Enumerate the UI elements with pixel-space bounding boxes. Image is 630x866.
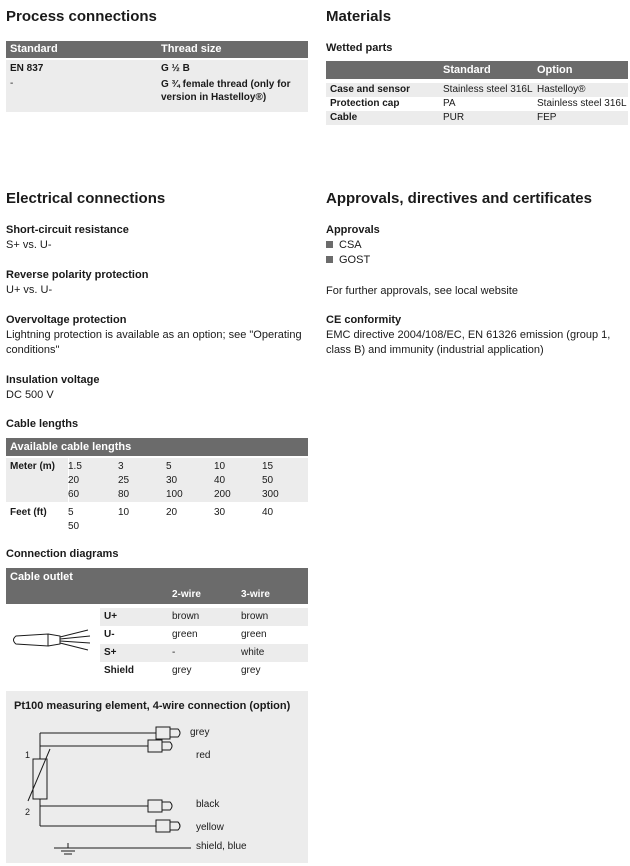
materials-row-part: Case and sensor (330, 84, 411, 95)
feet-cell: 5 (68, 507, 74, 518)
pt100-wire-label: red (196, 750, 211, 761)
cable-icon (8, 626, 100, 656)
feet-cell: 10 (118, 507, 130, 518)
process-row-standard: - (10, 78, 14, 89)
meter-cell: 80 (118, 489, 130, 500)
pt100-wire-label: black (196, 799, 220, 810)
materials-header-standard: Standard (443, 64, 491, 76)
feet-cell: 50 (68, 521, 80, 532)
short-circuit-value: S+ vs. U- (6, 239, 52, 251)
feet-cell: 40 (262, 507, 274, 518)
cable-outlet-2wire: brown (172, 611, 200, 622)
materials-title: Materials (326, 8, 392, 25)
meter-cell: 15 (262, 461, 274, 472)
meter-label: Meter (m) (10, 461, 56, 472)
cable-outlet-3wire: white (241, 647, 265, 658)
further-approvals-text: For further approvals, see local website (326, 285, 518, 297)
meter-cell: 1.5 (68, 461, 82, 472)
feet-cell: 20 (166, 507, 178, 518)
process-connections-title: Process connections (6, 8, 157, 25)
cable-outlet-2wire: grey (172, 665, 192, 676)
cable-outlet-col-3wire: 3-wire (241, 589, 270, 600)
materials-row-option: FEP (537, 112, 557, 123)
electrical-connections-title: Electrical connections (6, 190, 166, 207)
overvoltage-label: Overvoltage protection (6, 314, 127, 326)
meter-cell: 50 (262, 475, 274, 486)
reverse-polarity-value: U+ vs. U- (6, 284, 53, 296)
approvals-title: Approvals, directives and certificates (326, 190, 592, 207)
cable-lengths-header: Available cable lengths (6, 438, 308, 456)
meter-cell: 20 (68, 475, 80, 486)
meter-cell: 300 (262, 489, 279, 500)
materials-row-option: Hastelloy® (537, 84, 586, 95)
meter-cell: 10 (214, 461, 226, 472)
cable-outlet-3wire: brown (241, 611, 269, 622)
insulation-label: Insulation voltage (6, 374, 100, 386)
cable-outlet-row (100, 626, 308, 644)
meter-cell: 5 (166, 461, 172, 472)
materials-header-option: Option (537, 64, 573, 76)
cable-outlet-col-2wire: 2-wire (172, 589, 201, 600)
cable-outlet-2wire: green (172, 629, 198, 640)
pt100-wire-label: shield, blue (196, 841, 247, 852)
feet-label: Feet (ft) (10, 507, 47, 518)
cable-lengths-label: Cable lengths (6, 418, 79, 430)
ce-conformity-label: CE conformity (326, 314, 402, 326)
overvoltage-value: Lightning protection is available as an option; see "Operating conditions" (6, 329, 302, 356)
cable-outlet-signal: U+ (104, 611, 118, 622)
cable-outlet-header: Cable outlet (10, 571, 73, 583)
insulation-value: DC 500 V (6, 389, 54, 401)
meter-cell: 30 (166, 475, 178, 486)
pt100-pin-2: 2 (25, 807, 31, 817)
cable-outlet-signal: S+ (104, 647, 117, 658)
meter-cell: 40 (214, 475, 226, 486)
connection-diagrams-label: Connection diagrams (6, 548, 119, 560)
materials-table (326, 61, 628, 125)
cable-outlet-2wire: - (172, 647, 176, 658)
cable-lengths-table (6, 438, 308, 532)
pt100-wiring-icon (6, 691, 308, 863)
cable-outlet-row (100, 644, 308, 662)
meter-cell: 3 (118, 461, 124, 472)
meter-cell: 100 (166, 489, 183, 500)
process-header-thread: Thread size (161, 43, 222, 55)
materials-row-option: Stainless steel 316L (537, 98, 627, 109)
process-row-thread: G ½ B (161, 63, 190, 74)
process-connections-table (6, 41, 308, 112)
reverse-polarity-label: Reverse polarity protection (6, 269, 149, 281)
bullet-icon (326, 256, 333, 263)
materials-row-standard: Stainless steel 316L (443, 84, 533, 95)
materials-row-part: Protection cap (330, 98, 400, 109)
approval-item: CSA (326, 238, 362, 253)
cable-outlet-row (100, 608, 308, 626)
ce-conformity-text: EMC directive 2004/108/EC, EN 61326 emission (group 1, class B) and immunity (industrial application) (326, 329, 611, 356)
materials-row-standard: PUR (443, 112, 465, 123)
pt100-pin-1: 1 (25, 750, 31, 760)
materials-row-standard: PA (443, 98, 456, 109)
process-row-thread: G ¾ female thread (only for version in Hastelloy®) (161, 79, 291, 103)
pt100-diagram (6, 691, 308, 863)
short-circuit-label: Short-circuit resistance (6, 224, 129, 236)
meter-cell: 60 (68, 489, 80, 500)
pt100-title: Pt100 measuring element, 4-wire connection (option) (14, 700, 291, 712)
cable-outlet-row (100, 662, 308, 680)
process-header-standard: Standard (10, 43, 58, 55)
meter-cell: 25 (118, 475, 130, 486)
process-row-standard: EN 837 (10, 63, 44, 74)
pt100-wire-label: yellow (196, 822, 224, 833)
feet-cell: 30 (214, 507, 226, 518)
approval-item: GOST (326, 253, 370, 268)
pt100-wire-label: grey (190, 727, 210, 738)
cable-outlet-signal: Shield (104, 665, 135, 676)
cable-outlet-signal: U- (104, 629, 115, 640)
cable-outlet-3wire: grey (241, 665, 261, 676)
bullet-icon (326, 241, 333, 248)
cable-outlet-table (6, 568, 308, 680)
cable-outlet-3wire: green (241, 629, 267, 640)
wetted-parts-title: Wetted parts (326, 42, 393, 54)
approvals-label: Approvals (326, 224, 380, 236)
meter-cell: 200 (214, 489, 231, 500)
materials-row-part: Cable (330, 112, 358, 123)
